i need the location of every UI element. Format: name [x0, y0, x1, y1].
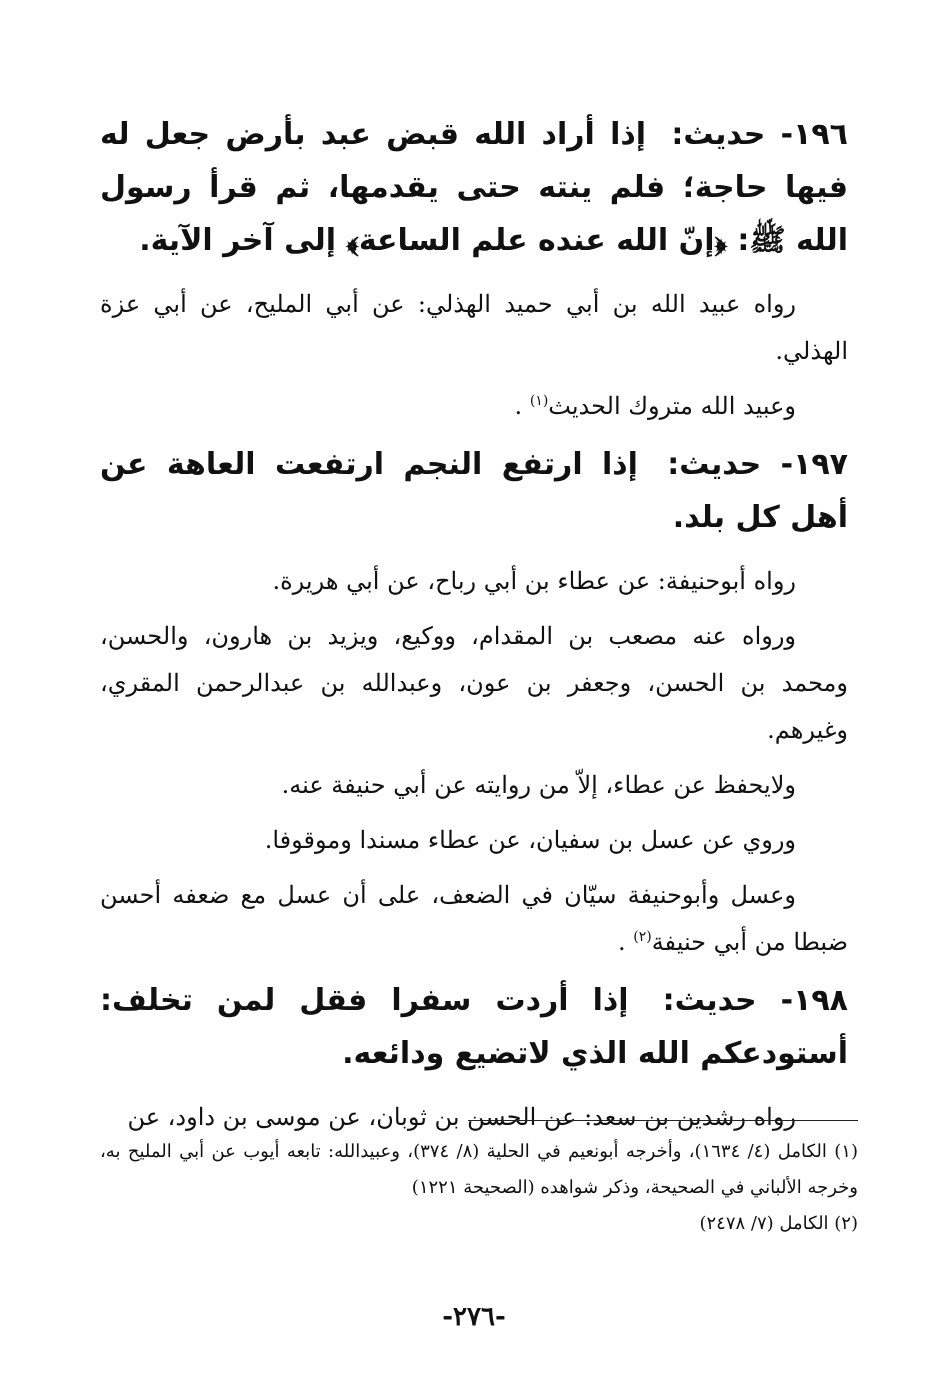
narration-paragraph: ولايحفظ عن عطاء، إلاّ من روايته عن أبي حنيفة عنه. — [281, 771, 796, 799]
hadith-number: ١٩٧- حديث: — [667, 447, 848, 482]
narration-paragraph: ورواه عنه مصعب بن المقدام، ووكيع، ويزيد بن هارون، والحسن، ومحمد بن الحسن، وجعفر بن عون، وعبدالله بن عبدالرحمن المقري، وغيرهم. — [100, 622, 848, 744]
hadith-text: إذا ارتفع النجم ارتفعت العاهة عن أهل كل بلد. — [100, 447, 848, 535]
footnote-separator — [468, 1120, 858, 1121]
grading-paragraph — [100, 383, 848, 430]
main-text — [100, 108, 848, 1149]
hadith-number: ١٩٦- حديث: — [671, 117, 848, 152]
page-number: -٢٧٦- — [442, 1302, 506, 1332]
footnote-marker-2: (٢) — [633, 929, 652, 945]
narration-paragraph: وروي عن عسل بن سفيان، عن عطاء مسندا وموقوفا. — [264, 826, 796, 854]
narration-paragraph: رواه عبيد الله بن أبي حميد الهذلي: عن أبي المليح، عن أبي عزة الهذلي. — [100, 290, 848, 365]
hadith-text: إذا أردت سفرا فقل لمن تخلف: أستودعكم الله الذي لاتضيع ودائعه. — [100, 983, 848, 1071]
grading-paragraph — [100, 872, 848, 966]
footnote-1: (١) الكامل (٤/ ١٦٣٤)، وأخرجه أبونعيم في الحلية (٨/ ٣٧٤)، وعبيدالله: تابعه أيوب عن أبي المليح به، وخرجه الألباني في الصحيحة، وذكر شواهده (الصحيحة ١٢٢١) — [100, 1141, 858, 1198]
hadith-198-heading — [100, 974, 848, 1080]
hadith-197-heading — [100, 438, 848, 544]
narration-paragraph: رواه أبوحنيفة: عن عطاء بن أبي رباح، عن أبي هريرة. — [272, 567, 796, 595]
narration-paragraph: رواه رشدين بن سعد: عن الحسن بن ثوبان، عن موسى بن داود، عن — [127, 1103, 796, 1131]
footnotes — [100, 1134, 858, 1242]
grading-text: وعسل وأبوحنيفة سيّان في الضعف، على أن عسل مع ضعفه أحسن ضبطا من أبي حنيفة — [100, 881, 848, 956]
hadith-number: ١٩٨- حديث: — [662, 983, 848, 1018]
grading-text: وعبيد الله متروك الحديث — [548, 392, 796, 420]
sentence-end: . — [514, 392, 523, 420]
hadith-196-heading — [100, 108, 848, 267]
sentence-end: . — [617, 928, 626, 956]
footnote-2: (٢) الكامل (٧/ ٢٤٧٨) — [699, 1213, 858, 1234]
footnote-marker-1: (١) — [529, 393, 549, 409]
hadith-text: إذا أراد الله قبض عبد بأرض جعل له فيها حاجة؛ فلم ينته حتى يقدمها، ثم قرأ رسول الله ﷺ: ﴿إنّ الله عنده علم الساعة﴾ إلى آخر الآية. — [100, 117, 848, 258]
